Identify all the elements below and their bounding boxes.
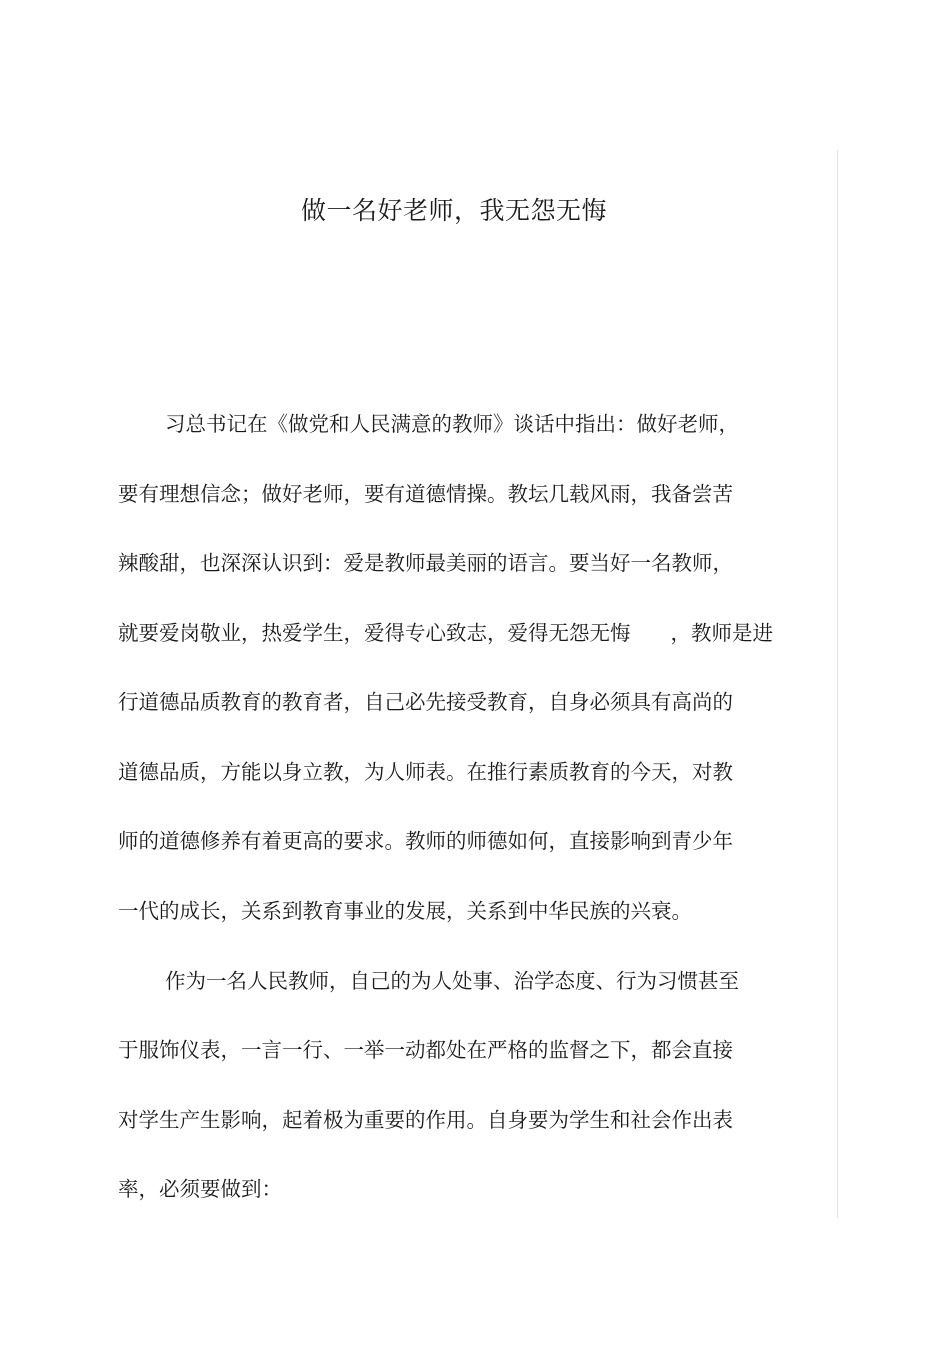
paragraph-line: 作为一名人民教师，自己的为人处事、治学态度、行为习惯甚至: [165, 969, 739, 993]
paragraph-line: [118, 618, 773, 648]
paragraph-line: 道德品质，方能以身立教，为人师表。在推行素质教育的今天，对教: [118, 760, 733, 784]
paragraph-line: 习总书记在《做党和人民满意的教师》谈话中指出：做好老师，: [165, 412, 739, 436]
paragraph-line: 一代的成长，关系到教育事业的发展，关系到中华民族的兴衰。: [118, 899, 692, 923]
paragraph-line: 行道德品质教育的教育者，自己必先接受教育，自身必须具有高尚的: [118, 690, 733, 714]
paragraph-line: 辣酸甜，也深深认识到：爱是教师最美丽的语言。要当好一名教师，: [118, 551, 733, 575]
paragraph-line: 率，必须要做到：: [118, 1177, 282, 1201]
paragraph-line: 师的道德修养有着更高的要求。教师的师德如何，直接影响到青少年: [118, 829, 733, 853]
paragraph-line: 于服饰仪表，一言一行、一举一动都处在严格的监督之下，都会直接: [118, 1038, 733, 1062]
paragraph-line-part: ，教师是进: [670, 621, 773, 645]
paragraph-line: 要有理想信念；做好老师，要有道德情操。教坛几载风雨，我备尝苦: [118, 482, 733, 506]
document-title: 做一名好老师，我无怨无悔: [300, 196, 607, 225]
paragraph-line-part: 就要爱岗敬业，热爱学生，爱得专心致志，爱得无怨无悔: [118, 621, 631, 645]
paragraph-line: 对学生产生影响，起着极为重要的作用。自身要为学生和社会作出表: [118, 1108, 733, 1132]
page-right-rule: [837, 150, 838, 1218]
